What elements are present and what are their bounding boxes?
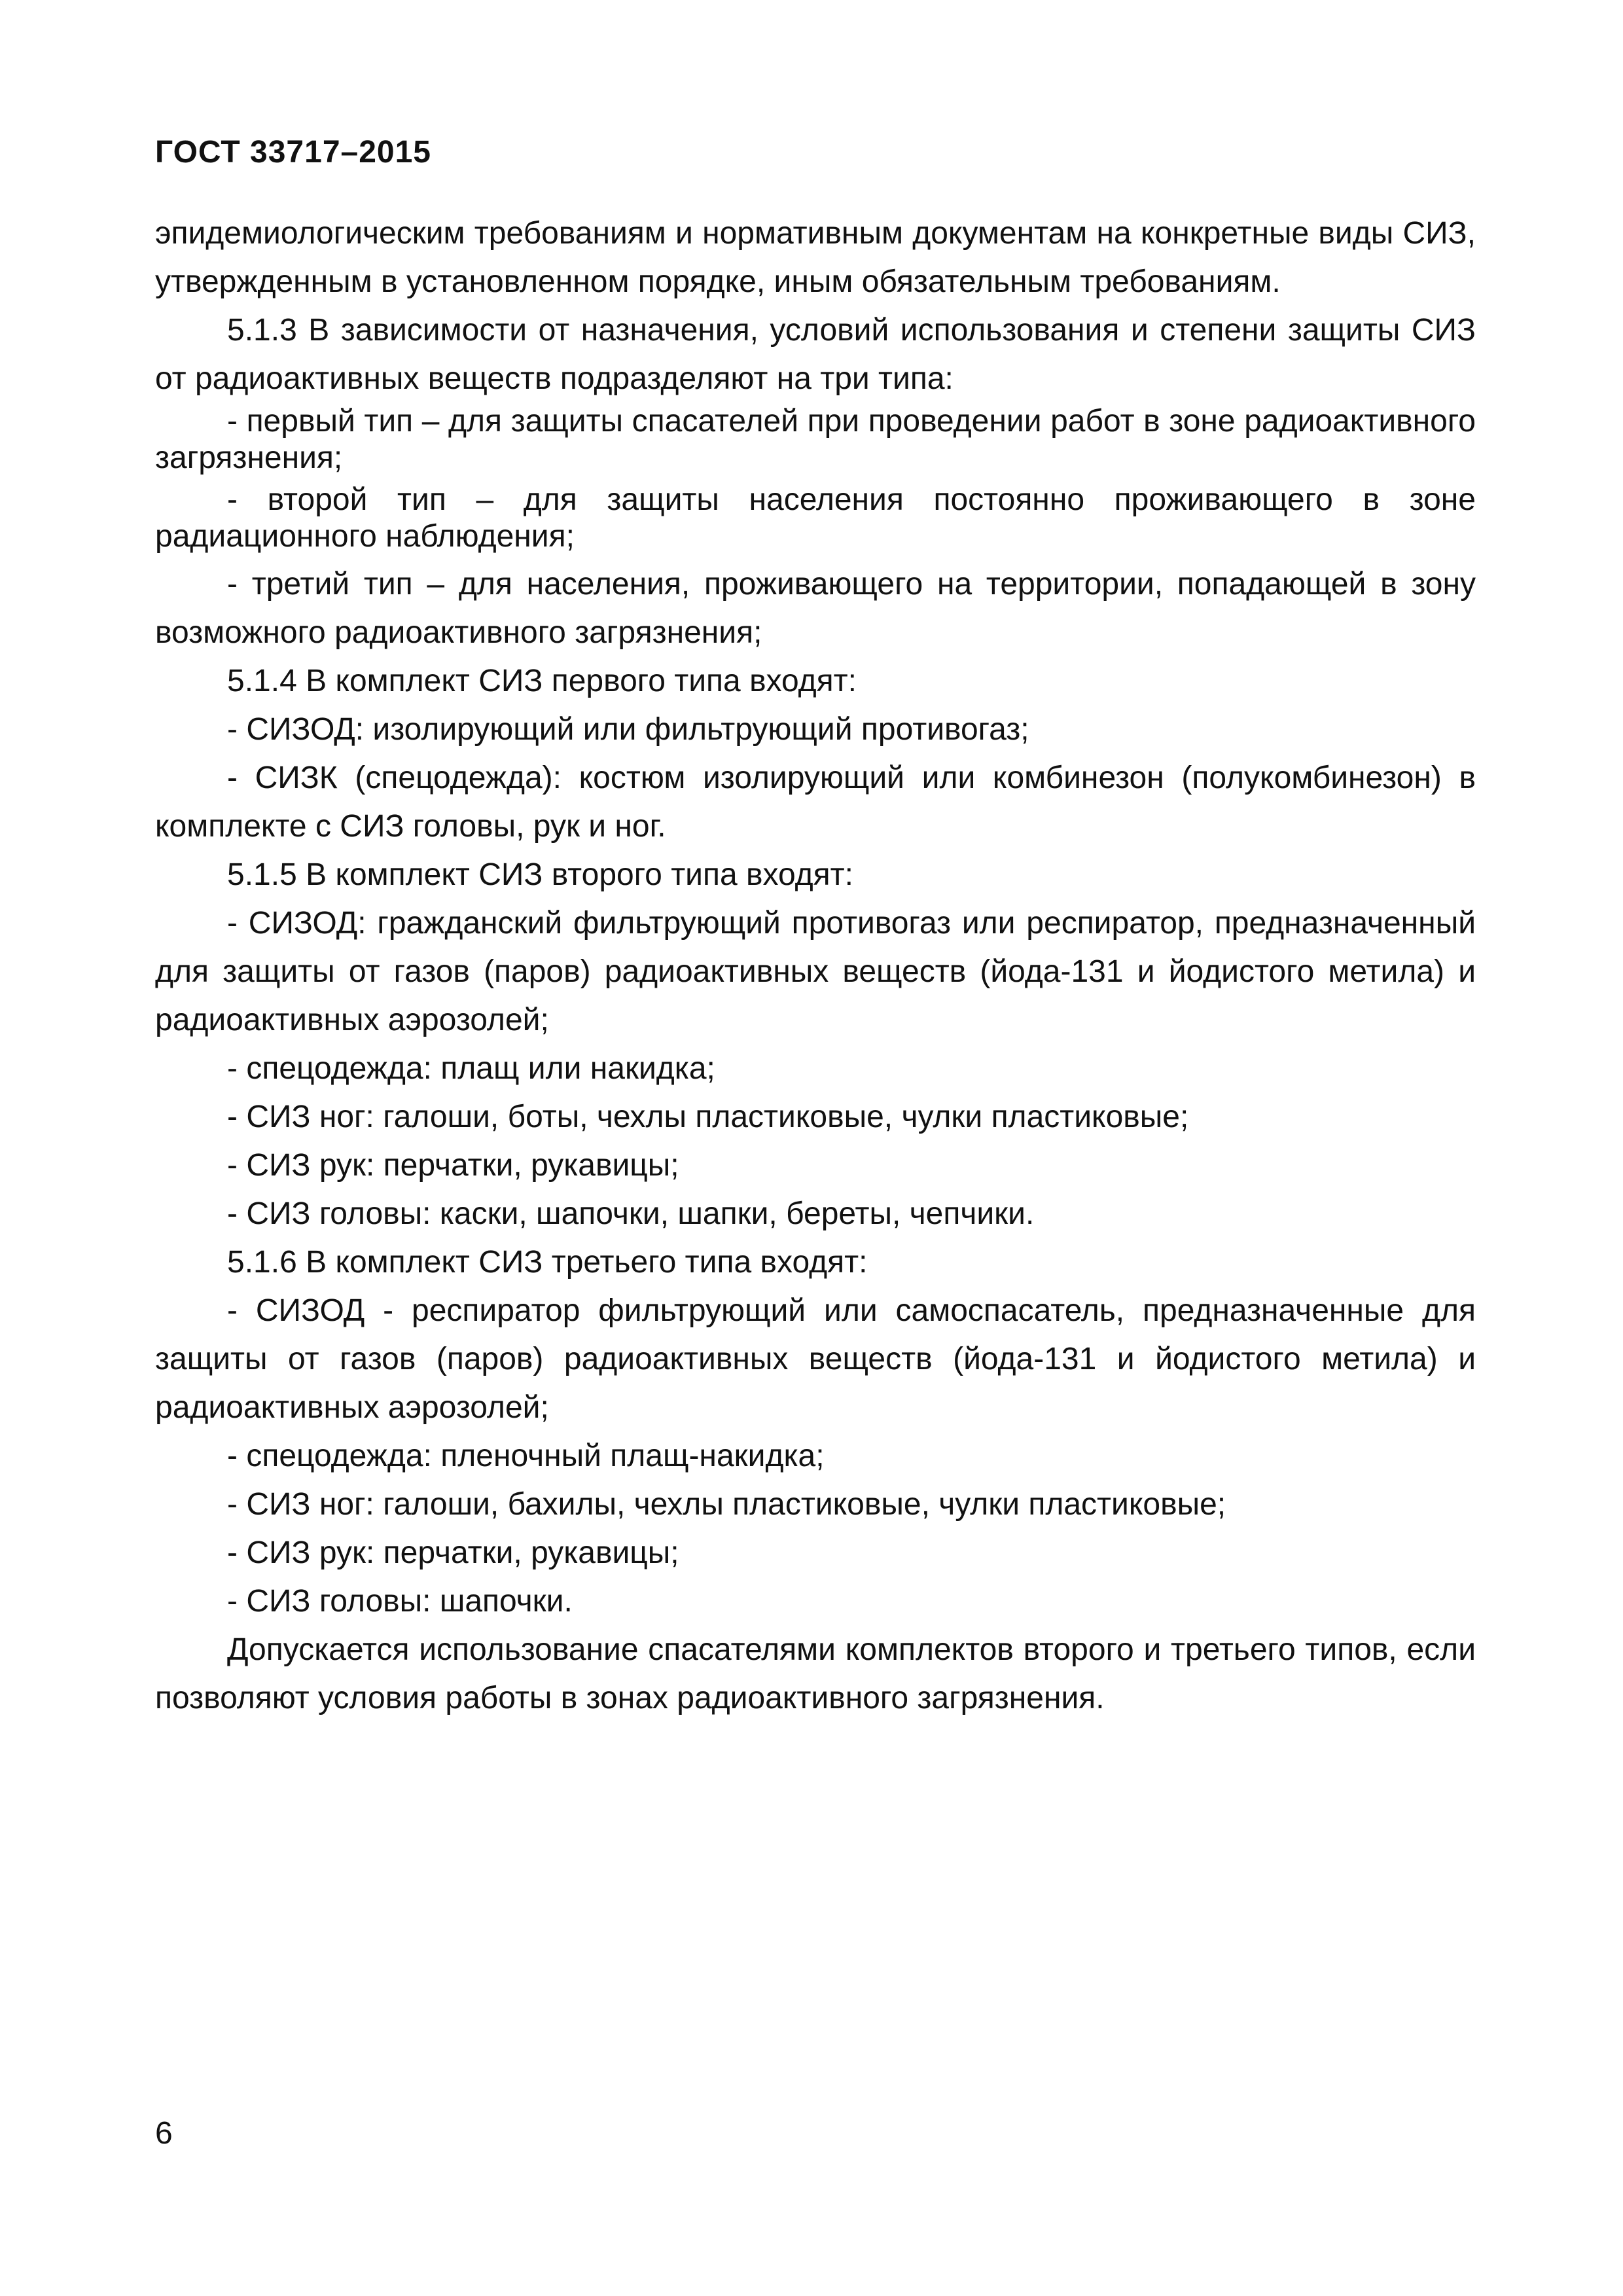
paragraph: эпидемиологическим требованиям и нормативным документам на конкретные виды СИЗ, утвержденным в установленном порядке, иным обязательным требованиям. [155,216,1476,299]
list-item: - спецодежда: пленочный плащ-накидка; [227,1439,825,1473]
section-heading: 5.1.6 В комплект СИЗ третьего типа входят: [227,1245,868,1280]
list-item: - спецодежда: плащ или накидка; [227,1051,715,1086]
page-number: 6 [155,2116,173,2151]
list-item: - СИЗОД: гражданский фильтрующий противогаз или респиратор, предназначенный для защиты от газов (паров) радиоактивных веществ (йода-131 и йодистого метила) и радиоактивных аэрозолей; [155,906,1476,1037]
document-body [155,209,1476,1723]
list-item: - СИЗОД: изолирующий или фильтрующий противогаз; [227,712,1029,747]
list-item: - первый тип – для защиты спасателей при проведении работ в зоне радиоактивного загрязнения; [155,404,1476,475]
list-item: - третий тип – для населения, проживающего на территории, попадающей в зону возможного радиоактивного загрязнения; [155,567,1476,650]
paragraph: 5.1.3 В зависимости от назначения, условий использования и степени защиты СИЗ от радиоактивных веществ подразделяют на три типа: [155,313,1476,396]
list-item: - второй тип – для защиты населения постоянно проживающего в зоне радиационного наблюдения; [155,482,1476,554]
list-item: - СИЗ головы: шапочки. [227,1584,573,1619]
paragraph: Допускается использование спасателями комплектов второго и третьего типов, если позволяют условия работы в зонах радиоактивного загрязнения. [155,1632,1476,1715]
list-item: - СИЗ ног: галоши, боты, чехлы пластиковые, чулки пластиковые; [227,1100,1189,1134]
section-heading: 5.1.4 В комплект СИЗ первого типа входят: [227,664,857,698]
list-item: - СИЗ рук: перчатки, рукавицы; [227,1535,679,1570]
list-item: - СИЗ ног: галоши, бахилы, чехлы пластиковые, чулки пластиковые; [227,1487,1226,1522]
list-item: - СИЗ рук: перчатки, рукавицы; [227,1148,679,1183]
list-item: - СИЗК (спецодежда): костюм изолирующий или комбинезон (полукомбинезон) в комплекте с СИЗ головы, рук и ног. [155,761,1476,844]
list-item: - СИЗОД - респиратор фильтрующий или самоспасатель, предназначенные для защиты от газов (паров) радиоактивных веществ (йода-131 и йодистого метила) и радиоактивных аэрозолей; [155,1293,1476,1425]
document-code-header: ГОСТ 33717–2015 [155,135,431,170]
section-heading: 5.1.5 В комплект СИЗ второго типа входят: [227,857,853,892]
list-item: - СИЗ головы: каски, шапочки, шапки, береты, чепчики. [227,1196,1035,1231]
